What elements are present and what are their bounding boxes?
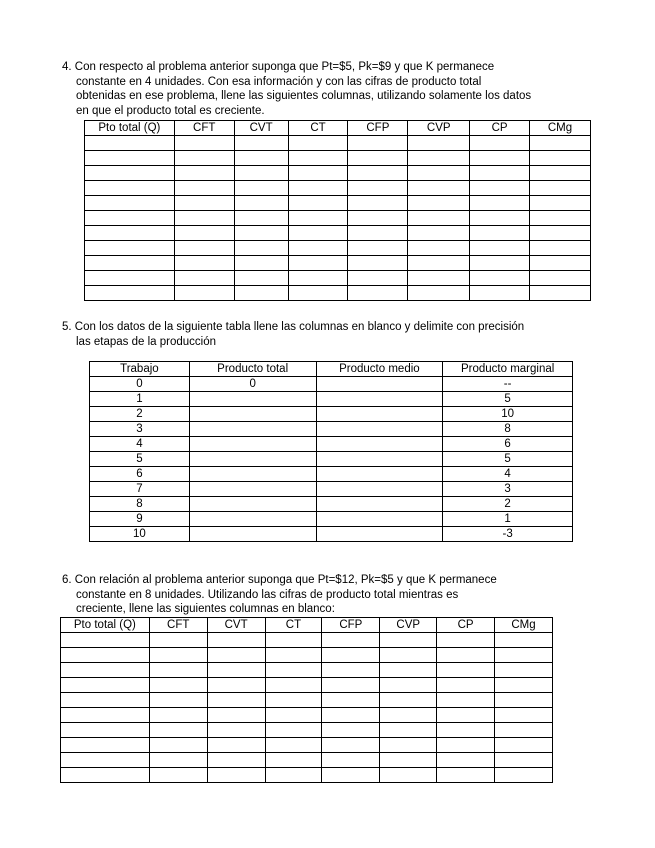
- blank-cell[interactable]: [189, 482, 316, 497]
- blank-cell[interactable]: [530, 241, 591, 256]
- blank-cell[interactable]: [234, 136, 288, 151]
- blank-cell[interactable]: [322, 708, 380, 723]
- blank-cell[interactable]: [322, 663, 380, 678]
- blank-cell[interactable]: [408, 286, 470, 301]
- blank-cell[interactable]: [189, 512, 316, 527]
- blank-cell[interactable]: [265, 693, 322, 708]
- blank-cell[interactable]: [85, 211, 175, 226]
- blank-cell[interactable]: [470, 226, 530, 241]
- blank-cell[interactable]: [348, 196, 408, 211]
- blank-cell[interactable]: [85, 256, 175, 271]
- column-header: CFP: [322, 618, 380, 633]
- blank-cell[interactable]: [437, 678, 495, 693]
- table-row: [61, 768, 553, 783]
- blank-cell[interactable]: [530, 136, 591, 151]
- blank-cell[interactable]: [437, 633, 495, 648]
- table-cell: 4: [443, 467, 573, 482]
- column-header: CFP: [348, 121, 408, 136]
- blank-cell[interactable]: [348, 151, 408, 166]
- blank-cell[interactable]: [61, 633, 150, 648]
- blank-cell[interactable]: [234, 151, 288, 166]
- table-row: [61, 678, 553, 693]
- table-row: [61, 753, 553, 768]
- problem-5-header-row: [90, 362, 573, 377]
- problem-5-text: [62, 320, 593, 349]
- blank-cell[interactable]: [288, 286, 348, 301]
- problem-5-table: [89, 361, 573, 542]
- problem-4-line: constante en 4 unidades. Con esa información y con las cifras de producto total: [76, 75, 482, 88]
- blank-cell[interactable]: [495, 633, 553, 648]
- blank-cell[interactable]: [149, 738, 207, 753]
- table-row: [61, 648, 553, 663]
- blank-cell[interactable]: [316, 482, 443, 497]
- blank-cell[interactable]: [322, 768, 380, 783]
- blank-cell[interactable]: [348, 211, 408, 226]
- blank-cell[interactable]: [470, 241, 530, 256]
- table-cell: 9: [90, 512, 190, 527]
- table-row: [85, 226, 591, 241]
- table-row: [90, 437, 573, 452]
- blank-cell[interactable]: [174, 241, 234, 256]
- problem-4-table: [84, 120, 591, 301]
- table-row: [90, 497, 573, 512]
- blank-cell[interactable]: [207, 633, 265, 648]
- blank-cell[interactable]: [234, 286, 288, 301]
- problem-4-line: 4. Con respecto al problema anterior suponga que Pt=$5, Pk=$9 y que K permanece: [62, 61, 495, 73]
- problem-6-table: [60, 617, 553, 783]
- blank-cell[interactable]: [316, 422, 443, 437]
- column-header: Producto marginal: [443, 362, 573, 377]
- blank-cell[interactable]: [207, 723, 265, 738]
- blank-cell[interactable]: [265, 678, 322, 693]
- blank-cell[interactable]: [470, 136, 530, 151]
- table-cell: 3: [443, 482, 573, 497]
- table-row: [61, 693, 553, 708]
- blank-cell[interactable]: [149, 708, 207, 723]
- blank-cell[interactable]: [174, 136, 234, 151]
- table-row: [90, 392, 573, 407]
- table-cell: 6: [90, 467, 190, 482]
- blank-cell[interactable]: [530, 181, 591, 196]
- blank-cell[interactable]: [149, 648, 207, 663]
- blank-cell[interactable]: [470, 166, 530, 181]
- table-row: [90, 407, 573, 422]
- table-cell: 7: [90, 482, 190, 497]
- blank-cell[interactable]: [265, 753, 322, 768]
- blank-cell[interactable]: [288, 211, 348, 226]
- table-cell: 10: [90, 527, 190, 542]
- problem-4-body: [85, 136, 591, 301]
- blank-cell[interactable]: [288, 256, 348, 271]
- table-row: [85, 256, 591, 271]
- table-row: [90, 512, 573, 527]
- blank-cell[interactable]: [408, 166, 470, 181]
- table-cell: 6: [443, 437, 573, 452]
- blank-cell[interactable]: [530, 286, 591, 301]
- table-row: [85, 181, 591, 196]
- blank-cell[interactable]: [316, 467, 443, 482]
- blank-cell[interactable]: [189, 527, 316, 542]
- table-row: [61, 663, 553, 678]
- blank-cell[interactable]: [234, 241, 288, 256]
- table-row: [61, 708, 553, 723]
- blank-cell[interactable]: [189, 422, 316, 437]
- column-header: CVT: [234, 121, 288, 136]
- blank-cell[interactable]: [408, 271, 470, 286]
- blank-cell[interactable]: [408, 226, 470, 241]
- blank-cell[interactable]: [149, 723, 207, 738]
- blank-cell[interactable]: [149, 753, 207, 768]
- table-row: [85, 211, 591, 226]
- blank-cell[interactable]: [174, 181, 234, 196]
- blank-cell[interactable]: [380, 648, 437, 663]
- table-cell: 8: [443, 422, 573, 437]
- blank-cell[interactable]: [470, 286, 530, 301]
- blank-cell[interactable]: [380, 663, 437, 678]
- blank-cell[interactable]: [207, 678, 265, 693]
- blank-cell[interactable]: [288, 241, 348, 256]
- blank-cell[interactable]: [408, 151, 470, 166]
- blank-cell[interactable]: [408, 196, 470, 211]
- blank-cell[interactable]: [207, 738, 265, 753]
- table-row: [61, 738, 553, 753]
- table-row: [90, 467, 573, 482]
- column-header: CP: [470, 121, 530, 136]
- blank-cell[interactable]: [322, 753, 380, 768]
- blank-cell[interactable]: [189, 497, 316, 512]
- blank-cell[interactable]: [174, 286, 234, 301]
- table-row: [90, 452, 573, 467]
- blank-cell[interactable]: [470, 196, 530, 211]
- blank-cell[interactable]: [322, 738, 380, 753]
- table-cell: 5: [443, 452, 573, 467]
- table-cell: -3: [443, 527, 573, 542]
- blank-cell[interactable]: [322, 648, 380, 663]
- blank-cell[interactable]: [495, 693, 553, 708]
- table-cell: 0: [90, 377, 190, 392]
- blank-cell[interactable]: [149, 693, 207, 708]
- table-cell: 10: [443, 407, 573, 422]
- problem-4-header-row: [85, 121, 591, 136]
- blank-cell[interactable]: [189, 467, 316, 482]
- blank-cell[interactable]: [316, 407, 443, 422]
- blank-cell[interactable]: [380, 693, 437, 708]
- blank-cell[interactable]: [207, 648, 265, 663]
- blank-cell[interactable]: [61, 693, 150, 708]
- blank-cell[interactable]: [288, 151, 348, 166]
- blank-cell[interactable]: [348, 256, 408, 271]
- blank-cell[interactable]: [348, 226, 408, 241]
- blank-cell[interactable]: [437, 738, 495, 753]
- problem-6-text: [62, 573, 593, 617]
- blank-cell[interactable]: [495, 768, 553, 783]
- blank-cell[interactable]: [174, 166, 234, 181]
- blank-cell[interactable]: [234, 196, 288, 211]
- blank-cell[interactable]: [408, 211, 470, 226]
- blank-cell[interactable]: [265, 708, 322, 723]
- blank-cell[interactable]: [380, 768, 437, 783]
- table-cell: 1: [90, 392, 190, 407]
- table-row: [90, 527, 573, 542]
- table-row: [90, 482, 573, 497]
- blank-cell[interactable]: [437, 768, 495, 783]
- problem-4-text: [62, 60, 593, 118]
- table-row: [85, 286, 591, 301]
- blank-cell[interactable]: [348, 181, 408, 196]
- problem-4-line: obtenidas en ese problema, llene las siguientes columnas, utilizando solamente los datos: [76, 90, 532, 102]
- blank-cell[interactable]: [530, 271, 591, 286]
- table-cell: 0: [189, 377, 316, 392]
- blank-cell[interactable]: [495, 738, 553, 753]
- table-cell: 8: [90, 497, 190, 512]
- blank-cell[interactable]: [408, 256, 470, 271]
- problem-4-line: en que el producto total es creciente.: [76, 104, 265, 117]
- blank-cell[interactable]: [265, 723, 322, 738]
- blank-cell[interactable]: [234, 256, 288, 271]
- column-header: Pto total (Q): [61, 618, 150, 633]
- blank-cell[interactable]: [530, 166, 591, 181]
- blank-cell[interactable]: [234, 181, 288, 196]
- blank-cell[interactable]: [207, 753, 265, 768]
- table-cell: 4: [90, 437, 190, 452]
- blank-cell[interactable]: [495, 663, 553, 678]
- blank-cell[interactable]: [437, 708, 495, 723]
- problem-6-body: [61, 633, 553, 783]
- table-cell: 3: [90, 422, 190, 437]
- blank-cell[interactable]: [149, 678, 207, 693]
- blank-cell[interactable]: [234, 271, 288, 286]
- table-row: [61, 723, 553, 738]
- blank-cell[interactable]: [288, 181, 348, 196]
- blank-cell[interactable]: [470, 256, 530, 271]
- blank-cell[interactable]: [380, 633, 437, 648]
- column-header: CVP: [380, 618, 437, 633]
- blank-cell[interactable]: [288, 196, 348, 211]
- blank-cell[interactable]: [437, 723, 495, 738]
- blank-cell[interactable]: [495, 753, 553, 768]
- blank-cell[interactable]: [265, 738, 322, 753]
- blank-cell[interactable]: [348, 271, 408, 286]
- blank-cell[interactable]: [288, 226, 348, 241]
- blank-cell[interactable]: [316, 497, 443, 512]
- blank-cell[interactable]: [530, 151, 591, 166]
- blank-cell[interactable]: [530, 226, 591, 241]
- blank-cell[interactable]: [85, 136, 175, 151]
- blank-cell[interactable]: [207, 708, 265, 723]
- problem-6-line: 6. Con relación al problema anterior suponga que Pt=$12, Pk=$5 y que K permanece: [62, 574, 497, 586]
- blank-cell[interactable]: [380, 738, 437, 753]
- table-row: [85, 166, 591, 181]
- blank-cell[interactable]: [61, 663, 150, 678]
- blank-cell[interactable]: [174, 256, 234, 271]
- problem-6-line: creciente, llene las siguientes columnas en blanco:: [76, 603, 335, 615]
- blank-cell[interactable]: [380, 708, 437, 723]
- blank-cell[interactable]: [265, 648, 322, 663]
- blank-cell[interactable]: [61, 768, 150, 783]
- column-header: CP: [437, 618, 495, 633]
- blank-cell[interactable]: [85, 151, 175, 166]
- blank-cell[interactable]: [174, 196, 234, 211]
- blank-cell[interactable]: [61, 648, 150, 663]
- blank-cell[interactable]: [207, 663, 265, 678]
- blank-cell[interactable]: [348, 241, 408, 256]
- blank-cell[interactable]: [530, 196, 591, 211]
- column-header: Producto medio: [316, 362, 443, 377]
- blank-cell[interactable]: [207, 768, 265, 783]
- blank-cell[interactable]: [207, 693, 265, 708]
- problem-5-body: [90, 377, 573, 542]
- column-header: Trabajo: [90, 362, 190, 377]
- blank-cell[interactable]: [85, 286, 175, 301]
- blank-cell[interactable]: [495, 678, 553, 693]
- column-header: CT: [288, 121, 348, 136]
- blank-cell[interactable]: [174, 226, 234, 241]
- blank-cell[interactable]: [234, 166, 288, 181]
- blank-cell[interactable]: [322, 723, 380, 738]
- blank-cell[interactable]: [85, 166, 175, 181]
- blank-cell[interactable]: [408, 136, 470, 151]
- blank-cell[interactable]: [316, 452, 443, 467]
- blank-cell[interactable]: [265, 633, 322, 648]
- table-row: [85, 151, 591, 166]
- blank-cell[interactable]: [174, 271, 234, 286]
- blank-cell[interactable]: [470, 151, 530, 166]
- table-cell: 2: [90, 407, 190, 422]
- table-cell: 1: [443, 512, 573, 527]
- blank-cell[interactable]: [265, 663, 322, 678]
- blank-cell[interactable]: [174, 211, 234, 226]
- blank-cell[interactable]: [149, 663, 207, 678]
- blank-cell[interactable]: [61, 678, 150, 693]
- table-row: [85, 241, 591, 256]
- table-cell: 2: [443, 497, 573, 512]
- blank-cell[interactable]: [408, 181, 470, 196]
- blank-cell[interactable]: [85, 196, 175, 211]
- blank-cell[interactable]: [348, 166, 408, 181]
- table-row: [85, 136, 591, 151]
- table-row: [90, 422, 573, 437]
- blank-cell[interactable]: [437, 648, 495, 663]
- blank-cell[interactable]: [322, 633, 380, 648]
- table-cell: 5: [443, 392, 573, 407]
- problem-6-header-row: [61, 618, 553, 633]
- blank-cell[interactable]: [85, 241, 175, 256]
- column-header: CFT: [149, 618, 207, 633]
- blank-cell[interactable]: [288, 271, 348, 286]
- blank-cell[interactable]: [495, 648, 553, 663]
- blank-cell[interactable]: [437, 693, 495, 708]
- blank-cell[interactable]: [189, 437, 316, 452]
- column-header: CFT: [174, 121, 234, 136]
- blank-cell[interactable]: [149, 633, 207, 648]
- table-row: [85, 271, 591, 286]
- problem-6-line: constante en 8 unidades. Utilizando las cifras de producto total mientras es: [76, 588, 459, 601]
- blank-cell[interactable]: [348, 136, 408, 151]
- table-row: [90, 377, 573, 392]
- problem-5-line: las etapas de la producción: [76, 335, 217, 348]
- column-header: CT: [265, 618, 322, 633]
- blank-cell[interactable]: [316, 437, 443, 452]
- blank-cell[interactable]: [322, 693, 380, 708]
- blank-cell[interactable]: [149, 768, 207, 783]
- blank-cell[interactable]: [495, 708, 553, 723]
- blank-cell[interactable]: [85, 271, 175, 286]
- column-header: CMg: [530, 121, 591, 136]
- column-header: Pto total (Q): [85, 121, 175, 136]
- blank-cell[interactable]: [234, 211, 288, 226]
- table-row: [85, 196, 591, 211]
- blank-cell[interactable]: [530, 256, 591, 271]
- blank-cell[interactable]: [322, 678, 380, 693]
- blank-cell[interactable]: [530, 211, 591, 226]
- column-header: CMg: [495, 618, 553, 633]
- blank-cell[interactable]: [61, 723, 150, 738]
- blank-cell[interactable]: [316, 512, 443, 527]
- blank-cell[interactable]: [380, 678, 437, 693]
- blank-cell[interactable]: [85, 226, 175, 241]
- problem-5-line: 5. Con los datos de la siguiente tabla llene las columnas en blanco y delimite con precisión: [62, 321, 525, 333]
- blank-cell[interactable]: [189, 392, 316, 407]
- blank-cell[interactable]: [265, 768, 322, 783]
- blank-cell[interactable]: [470, 211, 530, 226]
- table-row: [61, 633, 553, 648]
- blank-cell[interactable]: [234, 226, 288, 241]
- table-cell: --: [443, 377, 573, 392]
- blank-cell[interactable]: [85, 181, 175, 196]
- blank-cell[interactable]: [288, 166, 348, 181]
- column-header: CVP: [408, 121, 470, 136]
- blank-cell[interactable]: [437, 753, 495, 768]
- blank-cell[interactable]: [61, 708, 150, 723]
- blank-cell[interactable]: [316, 527, 443, 542]
- blank-cell[interactable]: [189, 407, 316, 422]
- blank-cell[interactable]: [189, 452, 316, 467]
- blank-cell[interactable]: [470, 271, 530, 286]
- blank-cell[interactable]: [380, 723, 437, 738]
- blank-cell[interactable]: [61, 738, 150, 753]
- blank-cell[interactable]: [288, 136, 348, 151]
- blank-cell[interactable]: [61, 753, 150, 768]
- blank-cell[interactable]: [470, 181, 530, 196]
- blank-cell[interactable]: [174, 151, 234, 166]
- column-header: Producto total: [189, 362, 316, 377]
- blank-cell[interactable]: [316, 392, 443, 407]
- blank-cell[interactable]: [437, 663, 495, 678]
- blank-cell[interactable]: [348, 286, 408, 301]
- table-cell: 5: [90, 452, 190, 467]
- blank-cell[interactable]: [316, 377, 443, 392]
- column-header: CVT: [207, 618, 265, 633]
- blank-cell[interactable]: [408, 241, 470, 256]
- blank-cell[interactable]: [495, 723, 553, 738]
- blank-cell[interactable]: [380, 753, 437, 768]
